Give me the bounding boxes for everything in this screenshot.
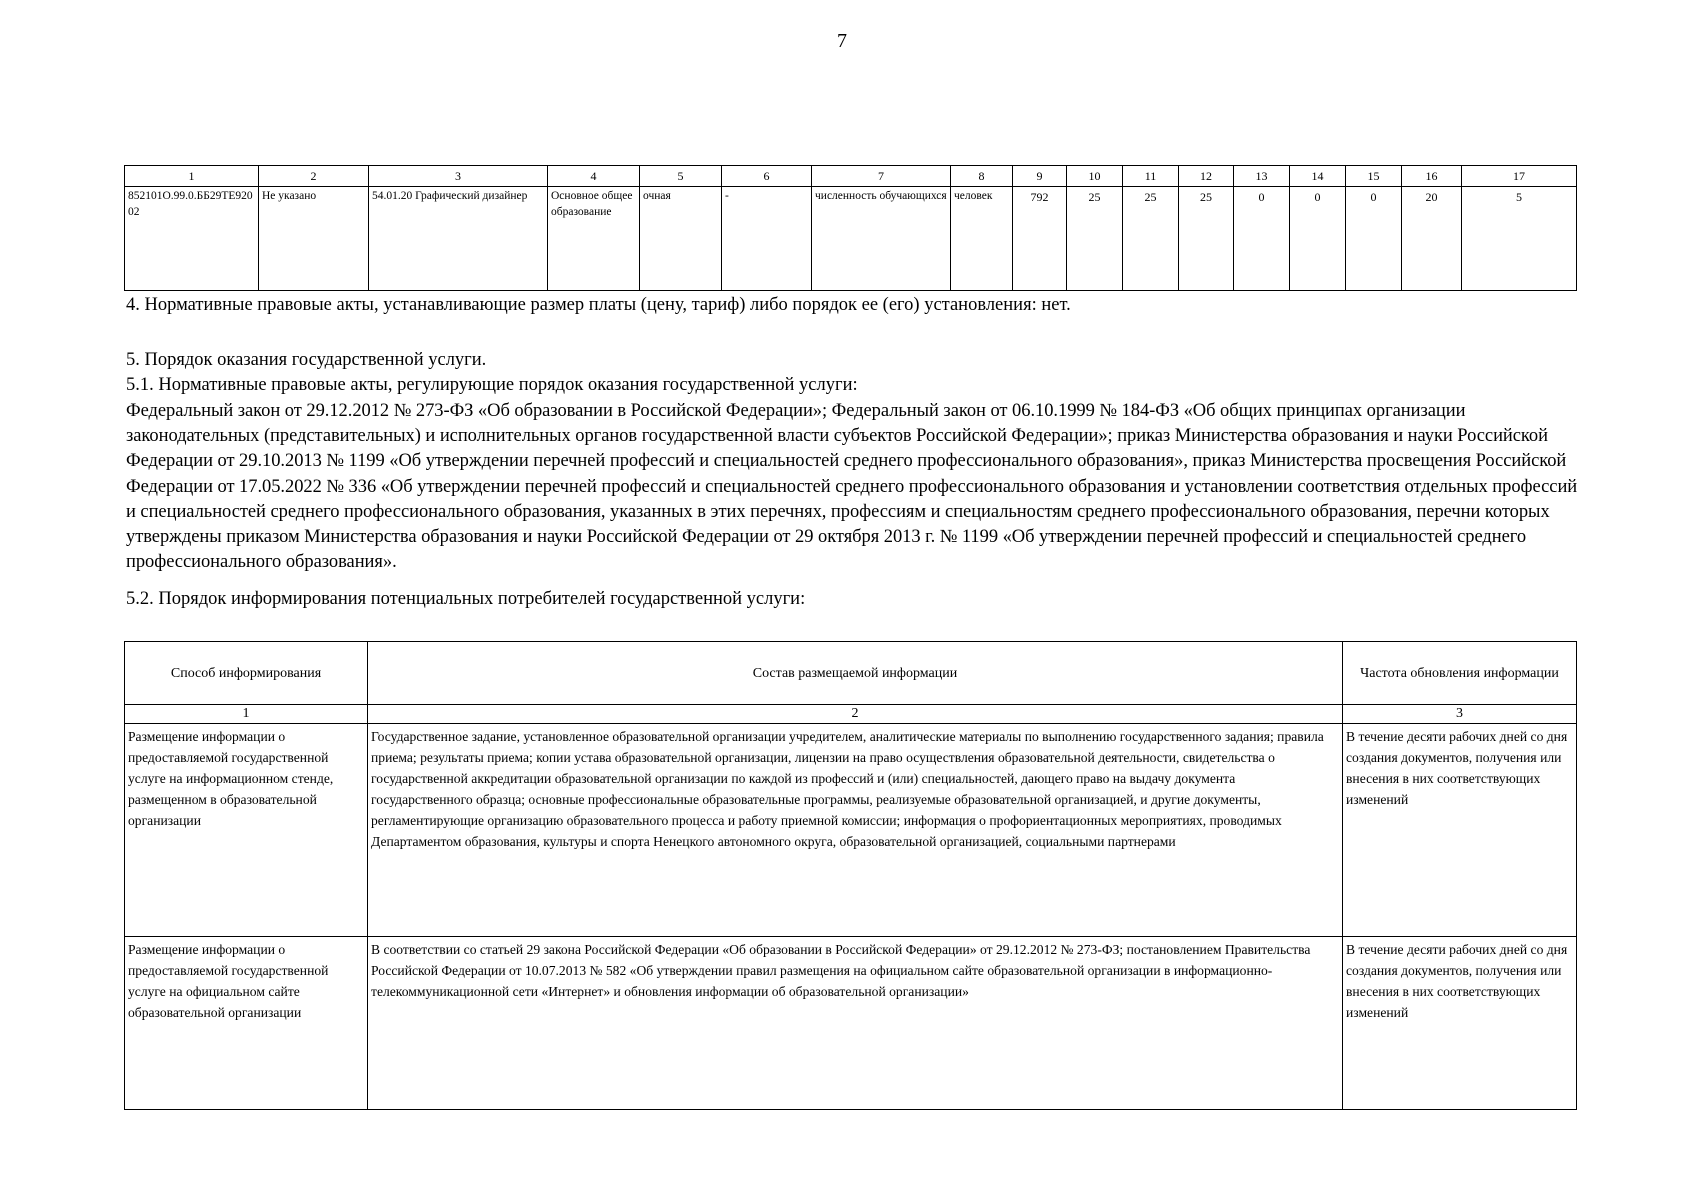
header-cell: 8 [951,166,1013,187]
quality-indicators-table [124,165,1577,291]
header-cell: 15 [1346,166,1402,187]
table-row [125,724,1577,937]
header-cell: 10 [1067,166,1123,187]
method-cell: Размещение информации о предоставляемой государственной услуге на информационном стенде, размещенном в образовательной организации [125,724,368,937]
table-cell: 0 [1234,187,1290,291]
header-cell: 1 [125,166,259,187]
table-row [125,937,1577,1110]
header-cell: 12 [1179,166,1234,187]
header-cell: 5 [640,166,722,187]
section-5-1-heading: 5.1. Нормативные правовые акты, регулирующие порядок оказания государственной услуги: [126,375,858,395]
content-cell: Государственное задание, установленное образовательной организации учредителем, аналитические материалы по выполнению государственного задания; правила приема; результаты приема; копии устава образовательной организации, лицензии на право осуществления образовательной деятельности, свидетельства о государственной аккредитации образовательной организации по каждой из профессий и (или) специальностей, дающего право на выдачу документа государственного образца; основные профессиональные образовательные программы, реализуемые образовательной организацией, и другие документы, регламентирующие организацию образовательного процесса и работу приемной комиссии; информация о профориентационных мероприятиях, проводимых Департаментом образования, культуры и спорта Ненецкого автономного округа, образовательной организацией, социальными партнерами [368,724,1343,937]
informing-procedure-table [124,641,1577,1110]
header-cell: 16 [1402,166,1462,187]
table-cell: очная [640,187,722,291]
table-cell: 0 [1346,187,1402,291]
frequency-cell: В течение десяти рабочих дней со дня создания документов, получения или внесения в них соответствующих изменений [1343,937,1577,1110]
frequency-cell: В течение десяти рабочих дней со дня создания документов, получения или внесения в них соответствующих изменений [1343,724,1577,937]
header-cell: 14 [1290,166,1346,187]
table-cell: 25 [1067,187,1123,291]
header-cell: 7 [812,166,951,187]
section-5-2-heading: 5.2. Порядок информирования потенциальных потребителей государственной услуги: [126,589,806,609]
header-cell: 2 [259,166,369,187]
registry-code-cell: 852101О.99.0.ББ29ТЕ92002 [125,187,259,291]
table-cell: Не указано [259,187,369,291]
table-header-row [125,642,1577,705]
header-cell: 17 [1462,166,1577,187]
column-number: 3 [1343,705,1577,724]
table-cell: 0 [1290,187,1346,291]
section-5-1-body: Федеральный закон от 29.12.2012 № 273-ФЗ «Об образовании в Российской Федерации»; Федеральный закон от 06.10.1999 № 184-ФЗ «Об общих принципах организации законодательных (представительных) и исполнительных органов государственной власти субъектов Российской Федерации»; приказ Министерства образования и науки Российской Федерации от 29.10.2013 № 1199 «Об утверждении перечней профессий и специальностей среднего профессионального образования», приказ Министерства просвещения Российской Федерации от 17.05.2022 № 336 «Об утверждении перечней профессий и специальностей среднего профессионального образования и установлении соответствия отдельных профессий и специальностей среднего профессионального образования, указанных в этих перечнях, профессиям и специальностям среднего профессионального образования, перечни которых утверждены приказом Министерства образования и науки Российской Федерации от 29 октября 2013 г. № 1199 «Об утверждении перечней профессий и специальностей среднего профессионального образования». [126,401,1578,573]
table-cell: 20 [1402,187,1462,291]
header-cell: 9 [1013,166,1067,187]
table-cell: 792 [1013,187,1067,291]
section-5-heading: 5. Порядок оказания государственной услуги. [126,350,487,370]
column-number: 1 [125,705,368,724]
header-cell: 13 [1234,166,1290,187]
table-cell: - [722,187,812,291]
table-header-row [125,166,1577,187]
table-cell: численность обучающихся [812,187,951,291]
table-cell: Основное общее образование [548,187,640,291]
method-cell: Размещение информации о предоставляемой государственной услуге на официальном сайте образовательной организации [125,937,368,1110]
column-number: 2 [368,705,1343,724]
header-cell: 4 [548,166,640,187]
header-cell-method: Способ информирования [125,642,368,705]
header-cell-frequency: Частота обновления информации [1343,642,1577,705]
page-number: 7 [837,30,847,52]
section-4-text: 4. Нормативные правовые акты, устанавливающие размер платы (цену, тариф) либо порядок ее (его) установления: нет. [126,295,1071,315]
header-cell: 6 [722,166,812,187]
header-cell: 3 [369,166,548,187]
column-number-row [125,705,1577,724]
content-cell: В соответствии со статьей 29 закона Российской Федерации «Об образовании в Российской Федерации» от 29.12.2012 № 273-ФЗ; постановлением Правительства Российской Федерации от 10.07.2013 № 582 «Об утверждении правил размещения на официальном сайте образовательной организации в информационно-телекоммуникационной сети «Интернет» и обновления информации об образовательной организации» [368,937,1343,1110]
table-cell: 5 [1462,187,1577,291]
table-row [125,187,1577,291]
header-cell-content: Состав размещаемой информации [368,642,1343,705]
table-cell: 25 [1179,187,1234,291]
table-cell: 54.01.20 Графический дизайнер [369,187,548,291]
table-cell: человек [951,187,1013,291]
table-cell: 25 [1123,187,1179,291]
header-cell: 11 [1123,166,1179,187]
